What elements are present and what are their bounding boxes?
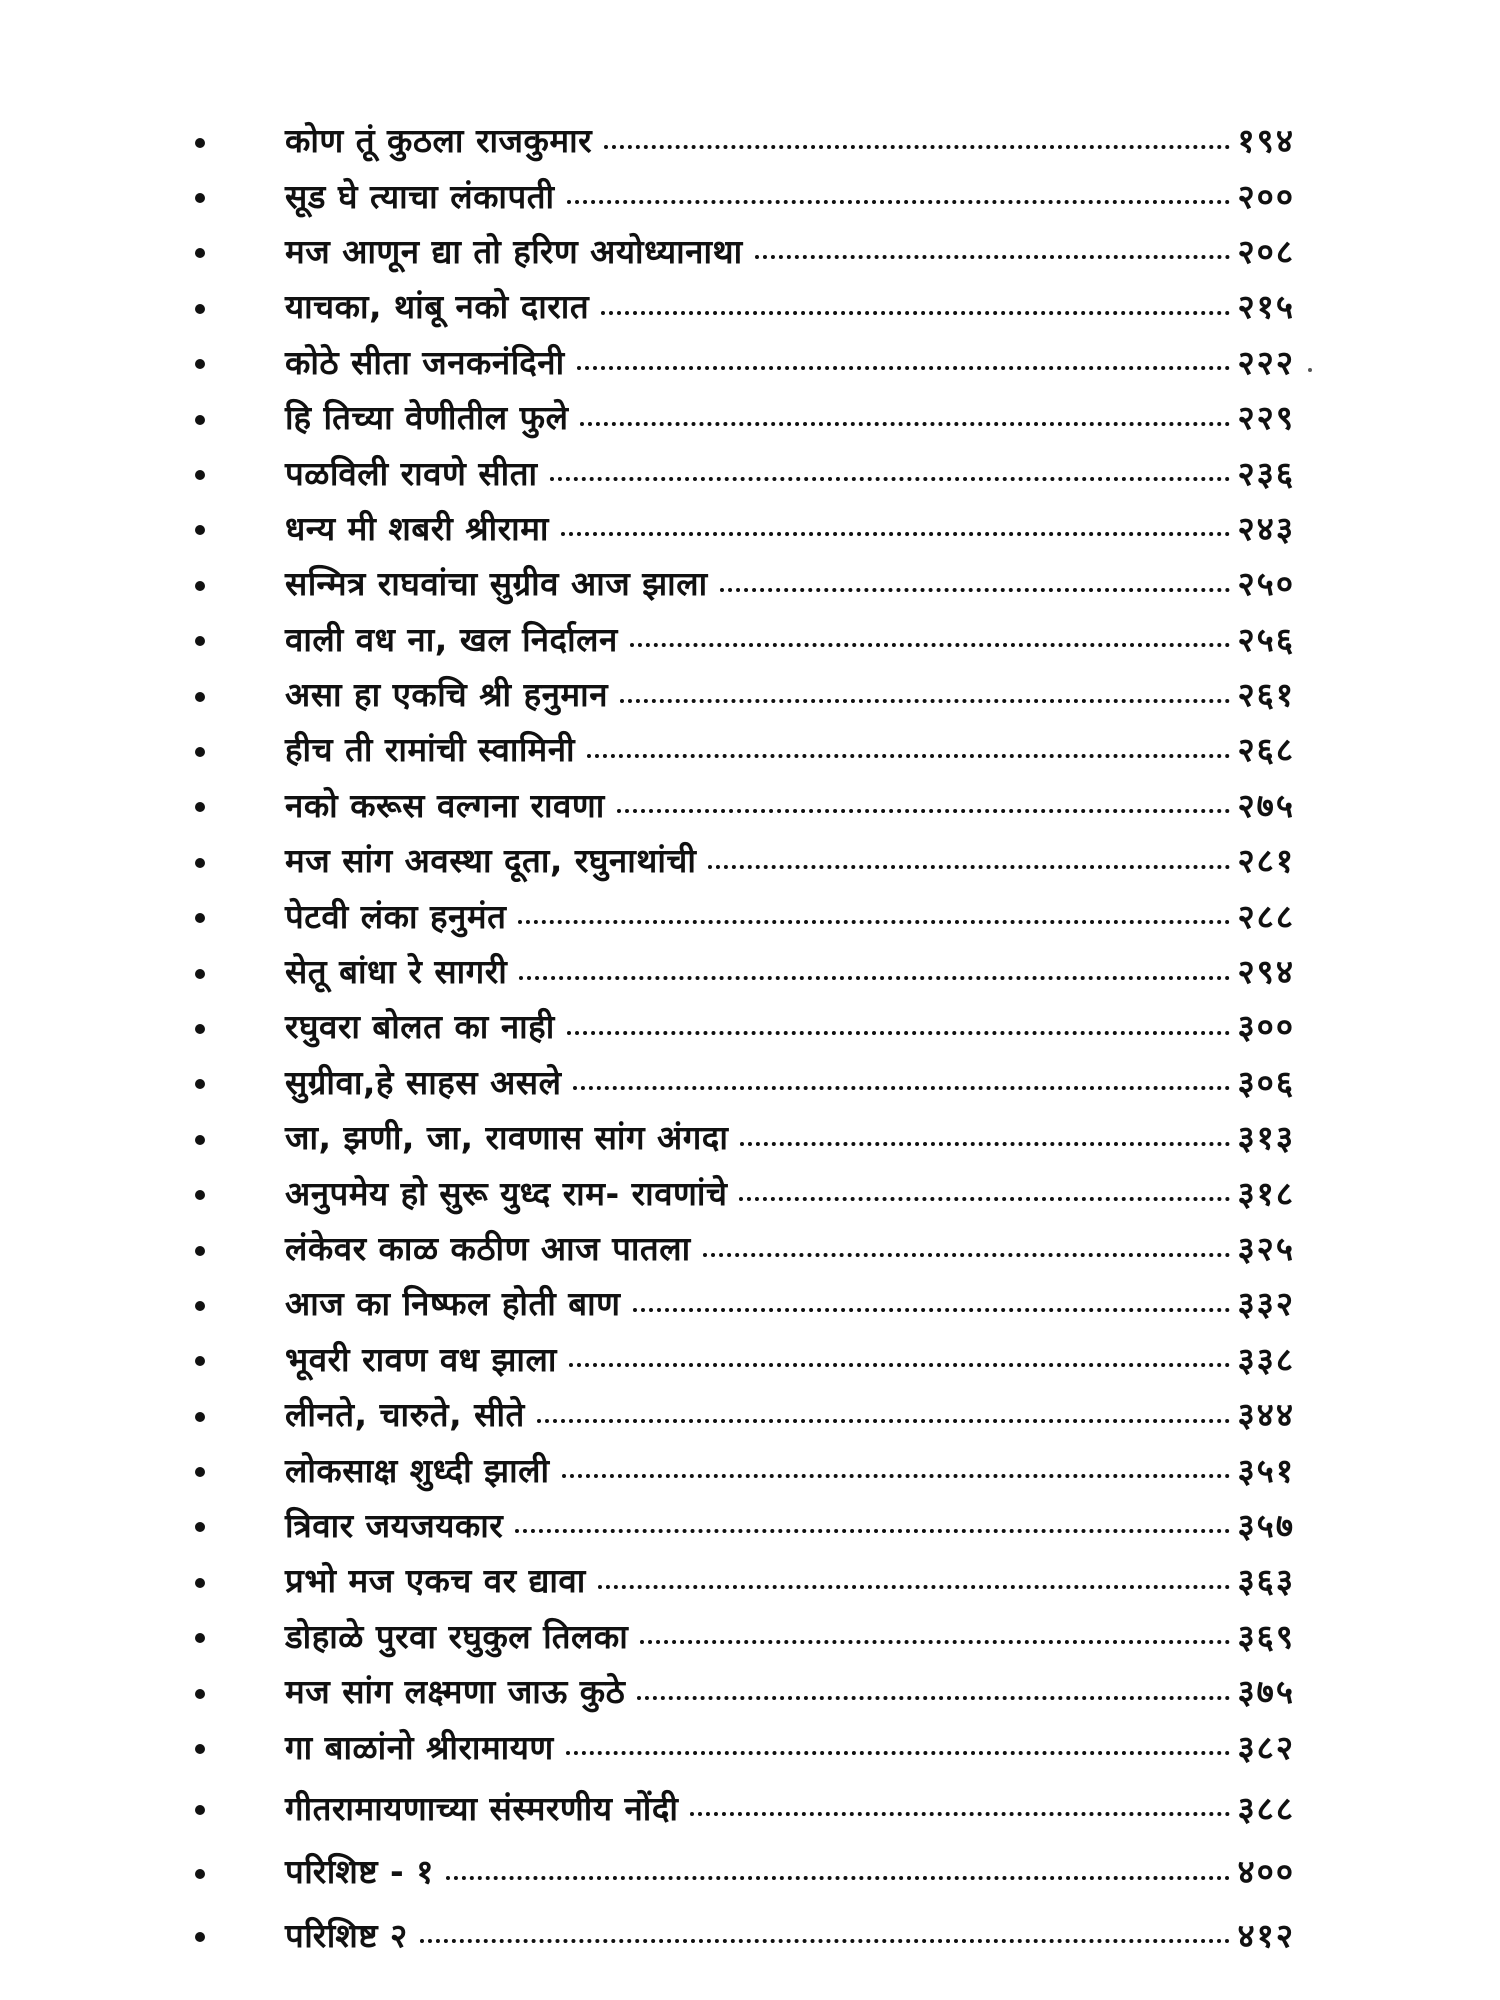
- toc-entry-body: [285, 1663, 1295, 1718]
- bullet-icon: [195, 1522, 205, 1532]
- toc-entry-page: २५६: [1237, 619, 1295, 659]
- bullet-icon: [195, 969, 205, 979]
- toc-entry-body: [285, 1220, 1295, 1275]
- toc-entry[interactable]: [195, 500, 1295, 555]
- toc-entry-page: ४००: [1237, 1852, 1295, 1892]
- dot-leader: [640, 1640, 1229, 1644]
- toc-entry-page: ३४४: [1237, 1395, 1295, 1435]
- toc-entry-title: सुग्रीवा,हे साहस असले: [285, 1062, 562, 1102]
- bullet-icon: [195, 359, 205, 369]
- dot-leader: [708, 865, 1229, 869]
- toc-entry[interactable]: [195, 1497, 1295, 1552]
- dot-leader: [630, 643, 1230, 647]
- toc-entry[interactable]: [195, 666, 1295, 721]
- toc-entry-title: लीनते, चारुते, सीते: [285, 1395, 525, 1435]
- toc-entry-page: ३००: [1237, 1007, 1295, 1047]
- dot-leader: [740, 1142, 1229, 1146]
- dot-leader: [577, 366, 1230, 370]
- dot-leader: [617, 809, 1230, 813]
- toc-entry-title: मज सांग लक्ष्मणा जाऊ कुठे: [285, 1672, 626, 1712]
- toc-entry-title: त्रिवार जयजयकार: [285, 1505, 504, 1545]
- dot-leader: [518, 920, 1229, 924]
- dot-leader: [720, 588, 1230, 592]
- toc-entry-title: गीतरामायणाच्या संस्मरणीय नोंदी: [285, 1788, 679, 1828]
- toc-entry-body: [285, 112, 1295, 167]
- bullet-icon: [195, 747, 205, 757]
- toc-entry[interactable]: [195, 1843, 1295, 1898]
- toc-entry[interactable]: [195, 1275, 1295, 1330]
- dot-leader: [566, 1751, 1230, 1755]
- toc-entry-page: २८१: [1237, 841, 1295, 881]
- toc-entry-title: डोहाळे पुरवा रघुकुल तिलका: [285, 1616, 629, 1656]
- toc-entry[interactable]: [195, 777, 1295, 832]
- toc-entry-title: सेतू बांधा रे सागरी: [285, 952, 508, 992]
- toc-entry-body: [285, 555, 1295, 610]
- toc-entry[interactable]: [195, 444, 1295, 499]
- toc-entry-body: [285, 1907, 1295, 1962]
- bullet-icon: [195, 802, 205, 812]
- toc-entry-body: [285, 1497, 1295, 1552]
- toc-entry[interactable]: [195, 1718, 1295, 1773]
- dot-leader: [550, 477, 1230, 481]
- bullet-icon: [195, 1412, 205, 1422]
- toc-entry-page: २९४: [1237, 952, 1295, 992]
- bullet-icon: [195, 1805, 205, 1815]
- toc-entry-title: परिशिष्ट २: [285, 1915, 408, 1955]
- toc-entry-body: [285, 389, 1295, 444]
- bullet-icon: [195, 1135, 205, 1145]
- toc-entry-page: ३०६: [1237, 1062, 1295, 1102]
- toc-entry-title: हीच ती रामांची स्वामिनी: [285, 730, 576, 770]
- dot-leader: [587, 754, 1229, 758]
- toc-entry-body: [285, 1552, 1295, 1607]
- toc-entry-page: ३३२: [1237, 1284, 1295, 1324]
- toc-entry-body: [285, 1331, 1295, 1386]
- dot-leader: [567, 1031, 1230, 1035]
- toc-entry[interactable]: [195, 389, 1295, 444]
- bullet-icon: [195, 415, 205, 425]
- toc-entry[interactable]: [195, 1552, 1295, 1607]
- toc-entry-body: [285, 887, 1295, 942]
- toc-entry-title: भूवरी रावण वध झाला: [285, 1339, 557, 1379]
- toc-entry-page: २१५: [1237, 287, 1295, 327]
- toc-entry-title: नको करूस वल्गना रावणा: [285, 785, 605, 825]
- dot-leader: [598, 1585, 1230, 1589]
- toc-entry-title: गा बाळांनो श्रीरामायण: [285, 1727, 554, 1767]
- dot-leader: [569, 1363, 1230, 1367]
- dot-leader: [537, 1419, 1230, 1423]
- toc-entry[interactable]: [195, 555, 1295, 610]
- toc-entry-page: ३२५: [1237, 1229, 1295, 1268]
- bullet-icon: [195, 248, 205, 258]
- dot-leader: [446, 1876, 1230, 1880]
- dot-leader: [739, 1197, 1229, 1201]
- dot-leader: [755, 255, 1230, 259]
- bullet-icon: [195, 1744, 205, 1754]
- bullet-icon: [195, 1246, 205, 1256]
- toc-entry[interactable]: [195, 112, 1295, 167]
- bullet-icon: [195, 1301, 205, 1311]
- toc-entry-title: कोठे सीता जनकनंदिनी: [285, 342, 565, 382]
- toc-entry-page: ३६३: [1237, 1561, 1295, 1601]
- toc-entry-page: २०८: [1237, 231, 1295, 271]
- dot-leader: [519, 976, 1229, 980]
- toc-entry[interactable]: [195, 1608, 1295, 1663]
- toc-entry[interactable]: [195, 1386, 1295, 1441]
- dot-leader: [580, 422, 1229, 426]
- toc-entry-body: [285, 998, 1295, 1053]
- toc-entry-page: २३६: [1237, 453, 1295, 493]
- toc-entry-body: [285, 223, 1295, 278]
- toc-entry[interactable]: [195, 1441, 1295, 1496]
- toc-entry-title: पळविली रावणे सीता: [285, 453, 538, 493]
- bullet-icon: [195, 193, 205, 203]
- toc-entry-title: अनुपमेय हो सुरू युध्द राम- रावणांचे: [285, 1173, 728, 1213]
- toc-entry-body: [285, 1164, 1295, 1219]
- toc-entry-page: ३७५: [1237, 1672, 1295, 1712]
- toc-entry-page: २५०: [1237, 564, 1295, 604]
- toc-entry-title: कोण तूं कुठला राजकुमार: [285, 121, 593, 161]
- toc-entry-page: ४१२: [1237, 1915, 1295, 1955]
- dot-leader: [420, 1939, 1230, 1943]
- toc-entry-body: [285, 1441, 1295, 1496]
- toc-entry-page: २००: [1237, 176, 1295, 216]
- toc-entry-title: सूड घे त्याचा लंकापती: [285, 176, 555, 216]
- toc-entry-page: ३३८: [1237, 1339, 1295, 1379]
- bullet-icon: [195, 1467, 205, 1477]
- bullet-icon: [195, 1932, 205, 1942]
- toc-entry-page: ३८८: [1237, 1788, 1295, 1828]
- toc-entry-title: आज का निष्फल होती बाण: [285, 1284, 621, 1324]
- dot-leader: [633, 1308, 1230, 1312]
- toc-entry-title: याचका, थांबू नको दारात: [285, 287, 590, 327]
- toc-entry-page: २७५: [1237, 785, 1295, 825]
- toc-entry[interactable]: [195, 167, 1295, 222]
- toc-entry-title: असा हा एकचि श्री हनुमान: [285, 675, 609, 715]
- toc-entry-title: लोकसाक्ष शुध्दी झाली: [285, 1450, 550, 1490]
- bullet-icon: [195, 1079, 205, 1089]
- bullet-icon: [195, 304, 205, 314]
- toc-entry[interactable]: [195, 223, 1295, 278]
- toc-entry-page: ३६९: [1237, 1616, 1295, 1656]
- scan-speck: [1308, 368, 1312, 372]
- toc-entry-page: ३१८: [1237, 1173, 1295, 1213]
- toc-entry-page: १९४: [1237, 121, 1295, 161]
- toc-entry[interactable]: [195, 721, 1295, 776]
- bullet-icon: [195, 1633, 205, 1643]
- bullet-icon: [195, 858, 205, 868]
- toc-entry[interactable]: [195, 1054, 1295, 1109]
- toc-entry-title: लंकेवर काळ कठीण आज पातला: [285, 1229, 691, 1268]
- dot-leader: [620, 699, 1229, 703]
- toc-entry[interactable]: [195, 1220, 1295, 1275]
- toc-entry-body: [285, 721, 1295, 776]
- dot-leader: [601, 311, 1229, 315]
- toc-entry-body: [285, 666, 1295, 721]
- dot-leader: [573, 1086, 1229, 1090]
- toc-entry-body: [285, 1109, 1295, 1164]
- toc-entry-body: [285, 500, 1295, 555]
- toc-entry-page: ३८२: [1237, 1727, 1295, 1767]
- toc-entry-page: २६१: [1237, 675, 1295, 715]
- toc-entry-title: हि तिच्या वेणीतील फुले: [285, 398, 569, 438]
- toc-entry-body: [285, 1054, 1295, 1109]
- toc-entry[interactable]: [195, 1907, 1295, 1962]
- dot-leader: [562, 1474, 1230, 1478]
- bullet-icon: [195, 1578, 205, 1588]
- toc-entry[interactable]: [195, 1663, 1295, 1718]
- toc-entry-page: २४३: [1237, 508, 1295, 548]
- bullet-icon: [195, 581, 205, 591]
- bullet-icon: [195, 636, 205, 646]
- toc-entry-body: [285, 1608, 1295, 1663]
- toc-entry[interactable]: [195, 1780, 1295, 1835]
- bullet-icon: [195, 913, 205, 923]
- dot-leader: [561, 532, 1230, 536]
- toc-entry[interactable]: [195, 1331, 1295, 1386]
- toc-entry-body: [285, 444, 1295, 499]
- toc-entry-title: वाली वध ना, खल निर्दालन: [285, 619, 618, 659]
- toc-entry-title: सन्मित्र राघवांचा सुग्रीव आज झाला: [285, 564, 708, 604]
- bullet-icon: [195, 1689, 205, 1699]
- toc-entry-body: [285, 611, 1295, 666]
- toc-entry-body: [285, 1843, 1295, 1898]
- toc-entry-title: जा, झणी, जा, रावणास सांग अंगदा: [285, 1118, 729, 1158]
- bullet-icon: [195, 1190, 205, 1200]
- bullet-icon: [195, 525, 205, 535]
- bullet-icon: [195, 1356, 205, 1366]
- toc-entry-body: [285, 278, 1295, 333]
- dot-leader: [690, 1812, 1229, 1816]
- bullet-icon: [195, 138, 205, 148]
- toc-entry[interactable]: [195, 998, 1295, 1053]
- bullet-icon: [195, 1869, 205, 1879]
- dot-leader: [604, 145, 1229, 149]
- toc-entry-page: ३५७: [1237, 1505, 1295, 1545]
- toc-entry-page: २८८: [1237, 896, 1295, 936]
- table-of-contents: [195, 112, 1295, 1962]
- bullet-icon: [195, 692, 205, 702]
- bullet-icon: [195, 1024, 205, 1034]
- toc-entry-page: ३१३: [1237, 1118, 1295, 1158]
- toc-entry-page: २२९: [1237, 398, 1295, 438]
- toc-entry[interactable]: [195, 278, 1295, 333]
- toc-entry-title: परिशिष्ट - १: [285, 1852, 434, 1892]
- toc-entry-title: पेटवी लंका हनुमंत: [285, 896, 507, 936]
- toc-entry[interactable]: [195, 1109, 1295, 1164]
- toc-entry-body: [285, 1780, 1295, 1835]
- toc-entry-body: [285, 334, 1295, 389]
- toc-entry[interactable]: [195, 943, 1295, 998]
- bullet-icon: [195, 470, 205, 480]
- toc-entry-body: [285, 1718, 1295, 1773]
- toc-entry-title: मज आणून द्या तो हरिण अयोध्यानाथा: [285, 231, 743, 271]
- toc-entry-page: ३५१: [1237, 1450, 1295, 1490]
- toc-entry-title: रघुवरा बोलत का नाही: [285, 1007, 555, 1047]
- toc-entry-title: प्रभो मज एकच वर द्यावा: [285, 1561, 586, 1601]
- toc-entry-body: [285, 832, 1295, 887]
- toc-entry[interactable]: [195, 611, 1295, 666]
- toc-entry[interactable]: [195, 334, 1295, 389]
- toc-entry-title: धन्य मी शबरी श्रीरामा: [285, 508, 549, 548]
- dot-leader: [515, 1529, 1229, 1533]
- toc-entry[interactable]: [195, 1164, 1295, 1219]
- toc-entry-body: [285, 777, 1295, 832]
- toc-entry-body: [285, 943, 1295, 998]
- toc-entry-body: [285, 167, 1295, 222]
- toc-entry-page: २६८: [1237, 730, 1295, 770]
- dot-leader: [567, 200, 1230, 204]
- toc-entry[interactable]: [195, 887, 1295, 942]
- toc-entry-body: [285, 1275, 1295, 1330]
- dot-leader: [637, 1696, 1229, 1700]
- dot-leader: [703, 1253, 1230, 1257]
- toc-entry-title: मज सांग अवस्था दूता, रघुनाथांची: [285, 841, 697, 881]
- toc-entry[interactable]: [195, 832, 1295, 887]
- toc-entry-body: [285, 1386, 1295, 1441]
- toc-entry-page: २२२: [1237, 342, 1295, 382]
